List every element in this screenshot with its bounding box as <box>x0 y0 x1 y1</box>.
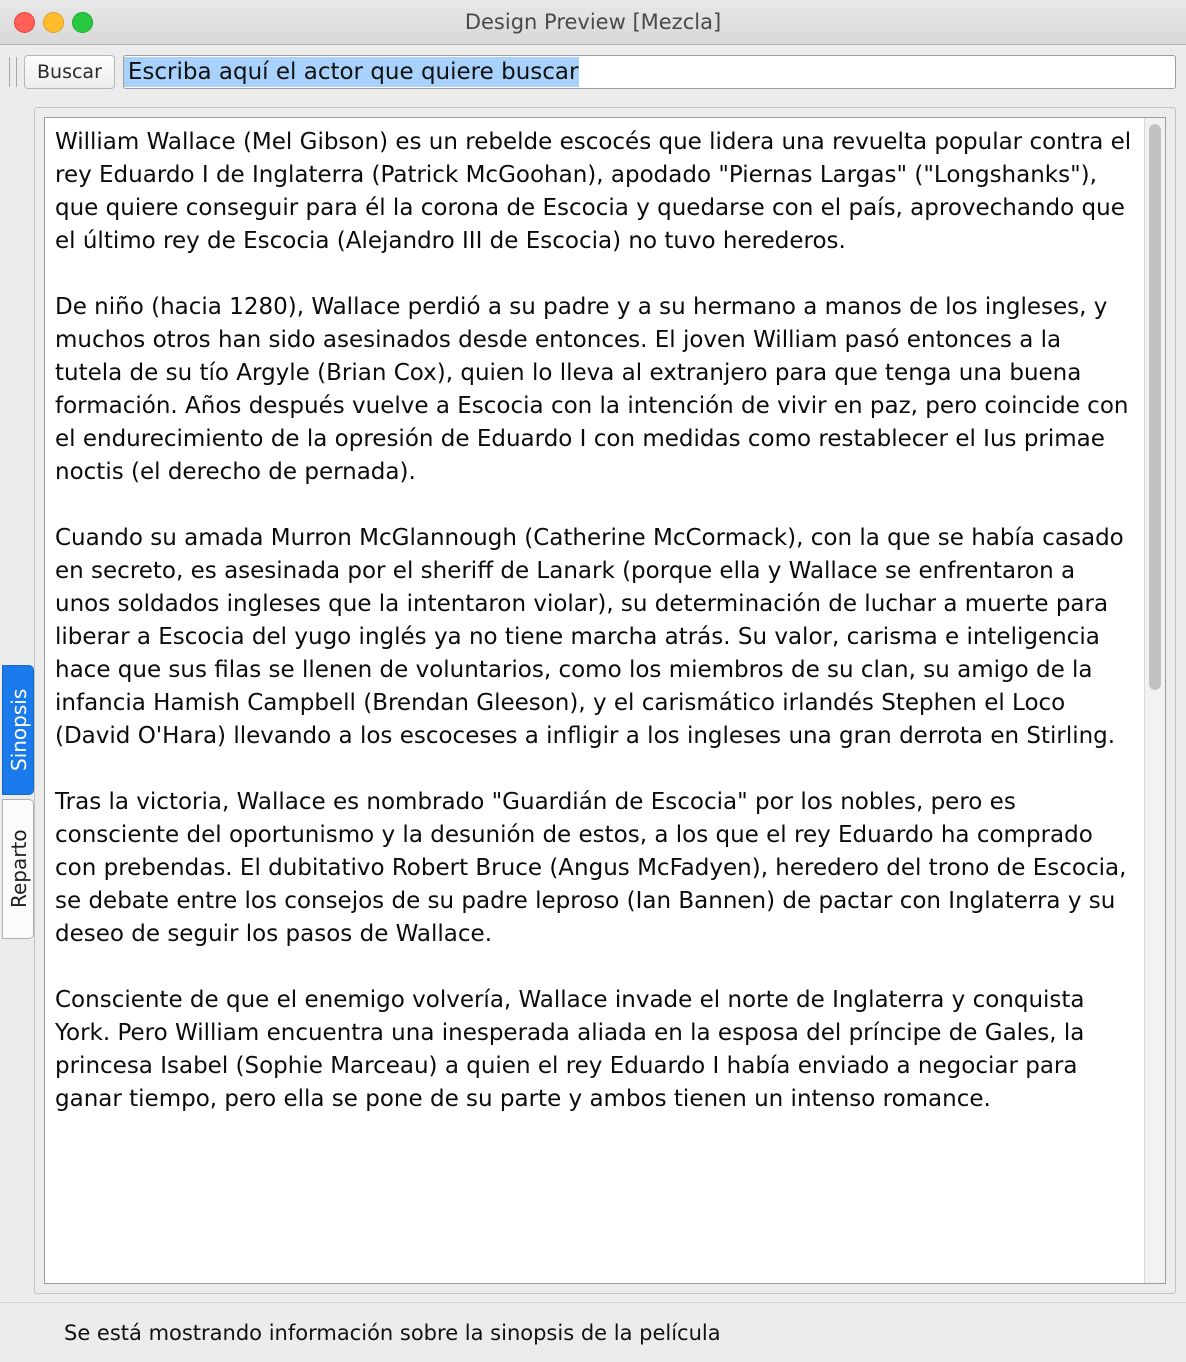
search-toolbar <box>0 45 1186 99</box>
status-message: Se está mostrando información sobre la sinopsis de la película <box>64 1320 721 1345</box>
main-area <box>0 99 1186 1302</box>
window-title: Design Preview [Mezcla] <box>464 10 722 34</box>
search-button[interactable]: Buscar <box>24 55 115 89</box>
synopsis-text <box>45 118 1144 1283</box>
search-input-value[interactable]: Escriba aquí el actor que quiere buscar <box>124 57 580 87</box>
zoom-button-icon[interactable] <box>72 12 93 33</box>
synopsis-paragraph: William Wallace (Mel Gibson) es un rebelde escocés que lidera una revuelta popular contra el rey Eduardo I de Inglaterra (Patrick McGoohan), apodado "Piernas Largas" ("Longshanks"), que quiere conseguir para él la corona de Escocia y quedarse con el país, aprovechando que el último rey de Escocia (Alejandro III de Escocia) no tuvo herederos. <box>55 129 1132 254</box>
title-bar <box>0 0 1186 45</box>
synopsis-paragraph: De niño (hacia 1280), Wallace perdió a su padre y a su hermano a manos de los ingleses, y muchos otros han sido asesinados desde entonces. El joven William pasó entonces a la tutela de su tío Argyle (Brian Cox), quien lo lleva al extranjero para que tenga una buena formación. Años después vuelve a Escocia con la intención de vivir en paz, pero coincide con el endurecimiento de la opresión de Eduardo I con medidas como restablecer el Ius primae noctis (el derecho de pernada). <box>55 294 1129 485</box>
grip-line-icon <box>16 57 17 87</box>
close-button-icon[interactable] <box>14 12 35 33</box>
tab-reparto[interactable]: Reparto <box>2 799 34 939</box>
synopsis-paragraph: Tras la victoria, Wallace es nombrado "Guardián de Escocia" por los nobles, pero es consciente del oportunismo y la desunión de estos, a los que el rey Eduardo ha comprado con prebendas. El dubitativo Robert Bruce (Angus McFadyen), heredero del trono de Escocia, se debate entre los consejos de su padre leproso (Ian Bannen) de pactar con Inglaterra y su deseo de seguir los pasos de Wallace. <box>55 789 1127 947</box>
synopsis-paragraph: Cuando su amada Murron McGlannough (Catherine McCormack), con la que se había casado en secreto, es asesinada por el sheriff de Lanark (porque ella y Wallace se enfrentaron a unos soldados ingleses que la intentaron violar), su determinación de luchar a muerte para liberar a Escocia del yugo inglés ya no tiene marcha atrás. Su valor, carisma e inteligencia hace que sus filas se llenen de voluntarios, como los miembros de su clan, su amigo de la infancia Hamish Campbell (Brendan Gleeson), y el carismático irlandés Stephen el Loco (David O'Hara) llevando a los escoceses a infligir a los ingleses una gran derrota en Stirling. <box>55 525 1124 749</box>
minimize-button-icon[interactable] <box>43 12 64 33</box>
scrollbar-thumb[interactable] <box>1149 124 1161 690</box>
synopsis-paragraph: Consciente de que el enemigo volvería, Wallace invade el norte de Inglaterra y conquista York. Pero William encuentra una inesperada aliada en la esposa del príncipe de Gales, la princesa Isabel (Sophie Marceau) a quien el rey Eduardo I había enviado a negociar para ganar tiempo, pero ella se pone de su parte y ambos tienen un intenso romance. <box>55 987 1085 1112</box>
vertical-tab-strip <box>0 99 34 1302</box>
synopsis-textbox[interactable] <box>44 117 1166 1284</box>
search-input[interactable] <box>123 55 1176 89</box>
status-bar <box>0 1302 1186 1362</box>
synopsis-panel <box>34 107 1176 1294</box>
toolbar-drag-handle[interactable] <box>6 55 20 89</box>
vertical-scrollbar[interactable] <box>1144 118 1165 1283</box>
grip-line-icon <box>9 57 10 87</box>
window-controls <box>0 12 93 33</box>
tab-sinopsis[interactable]: Sinopsis <box>2 665 34 795</box>
